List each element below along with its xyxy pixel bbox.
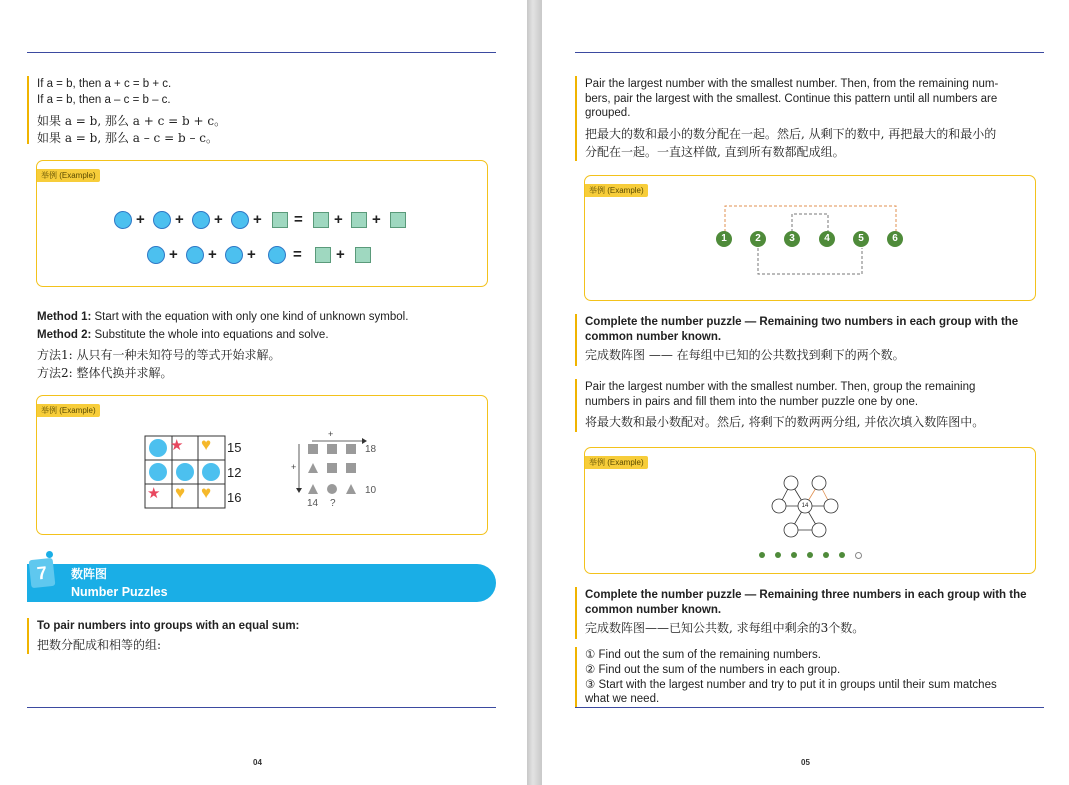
triangle-icon (308, 463, 318, 473)
circle-icon (149, 439, 167, 457)
square-icon (315, 247, 331, 263)
group-text-zh: 把数分配成和相等的组: (37, 638, 162, 652)
top-rule (27, 52, 496, 53)
row-sum: 10 (365, 485, 377, 496)
plus-label: + (291, 462, 297, 472)
puzzle-node (784, 523, 798, 537)
star-icon: ★ (147, 485, 161, 502)
left-page (0, 0, 527, 785)
plus-label: + (328, 429, 334, 439)
accent-bar (575, 587, 577, 639)
square-icon (327, 463, 337, 473)
circle-icon (176, 463, 194, 481)
plus-sign: + (136, 211, 145, 228)
puzzle3-en-1: Complete the number puzzle — Remaining three numbers in each group with the (585, 589, 1027, 601)
heart-icon: ♥ (201, 435, 212, 454)
example-tag: 举例 (Example) (585, 456, 648, 469)
step-3-cont: what we need. (585, 693, 660, 705)
pair2-en-1: Pair the largest number with the smallest number. Then, group the remaining (585, 381, 976, 393)
column-sum: 14 (307, 498, 319, 509)
section-banner (27, 564, 496, 602)
row-sum: 18 (365, 444, 377, 455)
method-1-label: Method 1: (37, 311, 92, 323)
number-node: 2 (750, 231, 766, 247)
square-icon (351, 212, 367, 228)
grid-row-sum: 16 (227, 490, 242, 505)
intro-line-2: If a = b, then a – c = b – c. (37, 94, 171, 106)
grid-row-sum: 12 (227, 465, 242, 480)
accent-bar (575, 379, 577, 432)
example-tag: 举例 (Example) (37, 169, 100, 182)
pin-icon (46, 551, 53, 558)
right-page (542, 0, 1069, 785)
bottom-rule (27, 707, 496, 708)
number-node: 3 (784, 231, 800, 247)
accent-bar (575, 314, 577, 366)
circle-icon (114, 211, 132, 229)
center-number: 14 (801, 503, 809, 509)
shape-grid-puzzle (37, 396, 487, 534)
puzzle-node (824, 499, 838, 513)
pair2-zh: 将最大数和最小数配对。然后, 将剩下的数两两分组, 并依次填入数阵图中。 (585, 415, 985, 429)
heart-icon: ♥ (201, 483, 212, 502)
puzzle2-en-1: Complete the number puzzle — Remaining two numbers in each group with the (585, 316, 1019, 328)
pair-text-en-1: Pair the largest number with the smallest number. Then, from the remaining num- (585, 78, 999, 90)
star-icon: ★ (170, 437, 184, 454)
plus-sign: + (336, 246, 345, 263)
puzzle-node (784, 476, 798, 490)
small-number-dot (807, 552, 813, 558)
number-node: 1 (716, 231, 732, 247)
accent-bar (575, 76, 577, 161)
square-icon (346, 463, 356, 473)
plus-sign: + (372, 211, 381, 228)
puzzle-node (772, 499, 786, 513)
circle-icon (147, 246, 165, 264)
puzzle-node (812, 523, 826, 537)
method-2-zh: 方法2: 整体代换并求解。 (37, 366, 173, 380)
small-number-dot (775, 552, 781, 558)
circle-icon (268, 246, 286, 264)
number-node: 5 (853, 231, 869, 247)
small-number-dot (839, 552, 845, 558)
example-tag: 举例 (Example) (37, 404, 100, 417)
book-gutter (527, 0, 542, 785)
equals-sign: = (294, 211, 303, 228)
page-number: 04 (253, 758, 262, 767)
square-icon (272, 212, 288, 228)
method-2-label: Method 2: (37, 329, 92, 341)
method-2 (37, 328, 329, 343)
pair2-en-2: numbers in pairs and fill them into the number puzzle one by one. (585, 396, 919, 408)
grid-row-sum: 15 (227, 440, 242, 455)
circle-icon (231, 211, 249, 229)
step-1: ① Find out the sum of the remaining numbers. (585, 649, 821, 661)
method-2-text: Substitute the whole into equations and solve. (94, 329, 329, 341)
circle-icon (327, 484, 337, 494)
circle-icon (192, 211, 210, 229)
square-icon (390, 212, 406, 228)
column-sum-unknown: ? (330, 498, 336, 509)
triangle-icon (308, 484, 318, 494)
square-icon (308, 444, 318, 454)
example-tag: 举例 (Example) (585, 184, 648, 197)
intro-line-4: 如果 a = b, 那么 a – c = b – c。 (37, 131, 218, 145)
section-title-zh: 数阵图 (71, 567, 108, 581)
square-icon (327, 444, 337, 454)
accent-bar (27, 618, 29, 654)
puzzle2-en-2: common number known. (585, 331, 722, 343)
equals-sign: = (293, 246, 302, 263)
section-title-en: Number Puzzles (71, 585, 168, 599)
intro-line-3: 如果 a = b, 那么 a + c = b + c。 (37, 114, 227, 128)
example-box-3 (584, 175, 1036, 301)
plus-sign: + (334, 211, 343, 228)
plus-sign: + (208, 246, 217, 263)
step-2: ② Find out the sum of the numbers in each group. (585, 664, 841, 676)
square-icon (355, 247, 371, 263)
plus-sign: + (169, 246, 178, 263)
accent-bar (575, 647, 577, 707)
plus-sign: + (175, 211, 184, 228)
plus-sign: + (253, 211, 262, 228)
small-number-dot (759, 552, 765, 558)
pair-text-en-3: grouped. (585, 107, 631, 119)
square-icon (313, 212, 329, 228)
pairing-diagram (585, 176, 1035, 300)
number-node: 6 (887, 231, 903, 247)
circle-icon (186, 246, 204, 264)
circle-icon (225, 246, 243, 264)
circle-icon (202, 463, 220, 481)
accent-bar (27, 76, 29, 144)
puzzle3-en-2: common number known. (585, 604, 722, 616)
intro-line-1: If a = b, then a + c = b + c. (37, 78, 172, 90)
number-node: 4 (819, 231, 835, 247)
pair-text-en-2: bers, pair the largest with the smallest. Continue this pattern until all numbers are (585, 93, 998, 105)
small-number-dot (855, 552, 862, 559)
puzzle2-zh: 完成数阵图 —— 在每组中已知的公共数找到剩下的两个数。 (585, 348, 905, 362)
puzzle-node (812, 476, 826, 490)
circle-icon (153, 211, 171, 229)
pair-text-zh-2: 分配在一起。一直这样做, 直到所有数都配成组。 (585, 145, 845, 159)
triangle-icon (346, 484, 356, 494)
heart-icon: ♥ (175, 483, 186, 502)
small-number-dot (823, 552, 829, 558)
example-box-4 (584, 447, 1036, 574)
circle-icon (149, 463, 167, 481)
puzzle3-zh: 完成数阵图——已知公共数, 求每组中剩余的3个数。 (585, 621, 865, 635)
square-icon (346, 444, 356, 454)
step-3: ③ Start with the largest number and try to put it in groups until their sum matches (585, 679, 997, 691)
section-number: 7 (35, 562, 49, 584)
bottom-rule (575, 707, 1044, 708)
method-1-zh: 方法1: 从只有一种未知符号的等式开始求解。 (37, 348, 281, 362)
example-box-2 (36, 395, 488, 535)
method-1-text: Start with the equation with only one kind of unknown symbol. (94, 311, 409, 323)
section-number-badge (29, 558, 56, 588)
method-1 (37, 310, 408, 325)
plus-sign: + (247, 246, 256, 263)
plus-sign: + (214, 211, 223, 228)
example-box-1 (36, 160, 488, 287)
top-rule (575, 52, 1044, 53)
group-text-en: To pair numbers into groups with an equal sum: (37, 620, 300, 632)
pair-text-zh-1: 把最大的数和最小的数分配在一起。然后, 从剩下的数中, 再把最大的和最小的 (585, 127, 997, 141)
page-number: 05 (801, 758, 810, 767)
small-number-dot (791, 552, 797, 558)
